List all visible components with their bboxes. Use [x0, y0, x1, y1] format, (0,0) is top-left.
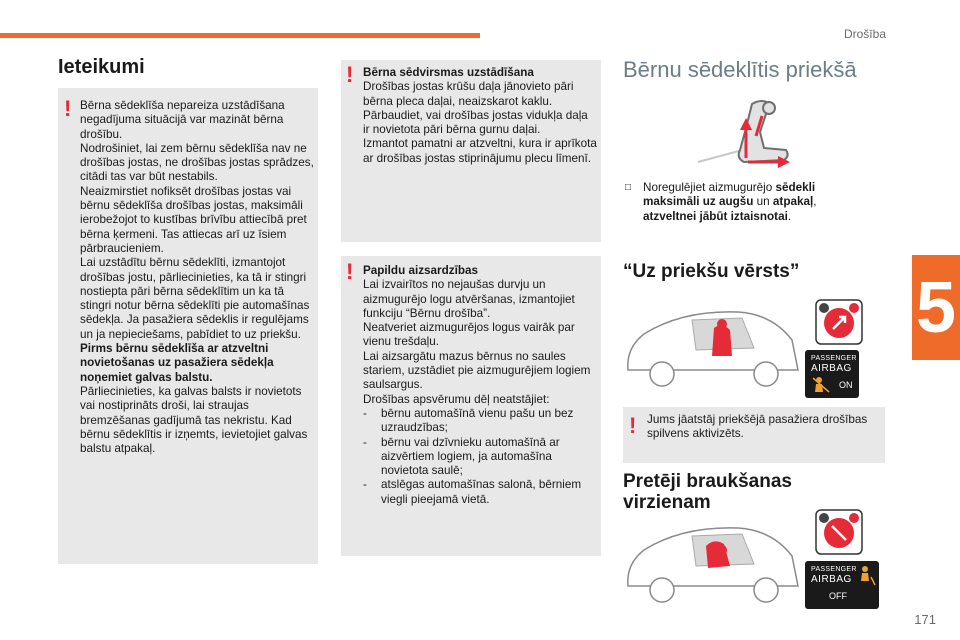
car-forward-illustration	[622, 300, 800, 392]
airbag-label-sticker-icon	[815, 509, 863, 555]
airbag-on-icon	[811, 376, 831, 394]
belt-title: Bērna sēdvirsmas uzstādīšana	[363, 66, 534, 79]
page-number: 171	[914, 612, 936, 627]
belt-body: Drošības jostas krūšu daļa jānovieto pāri bērna pleca daļai, neaizskarot kaklu. Pārbaudiet, vai drošības jostas vidukļa daļa ir novietota pāri bērna gurnu daļai. Izmantot pamatni ar atzveltni, kura ir aprīkota ar drošības jostas stiprinājumu plecu līmenī.	[363, 80, 597, 165]
advice-text	[80, 99, 314, 456]
airbag-off-icon	[857, 565, 877, 587]
advice-para-1: Bērna sēdeklīša nepareiza uzstādīšana negadījuma situācijā var mazināt bērna drošību.	[80, 99, 285, 141]
advice-para-4: Lai uzstādītu bērnu sēdeklīti, izmantojot drošības jostu, pārliecinieties, ka tā ir stingri nostiepta pāri bērna sēdeklītim un ka tā stingri notur bērna sēdeklīti pie automašīnas sēdekļa. Ja pasažiera sēdeklis ir regulējams un ja nepieciešams, pabīdiet to uz priekšu.	[80, 256, 310, 341]
chapter-tab	[912, 255, 960, 360]
warning-icon: !	[629, 413, 637, 438]
warning-icon: !	[346, 62, 354, 87]
list-item: - atslēgas automašīnas salonā, bērniem viegli pieejamā vietā.	[363, 478, 582, 506]
advice-para-2: Nodrošiniet, lai zem bērnu sēdeklīša nav ne drošības jostas, ne drošības jostas sprādzes, citādi tas var būt nestabils.	[80, 141, 314, 184]
airbag-label-sticker-icon	[815, 299, 863, 345]
warning-icon: !	[346, 259, 354, 284]
airbag-state: OFF	[829, 591, 847, 601]
airbag-off-indicator	[805, 561, 879, 609]
forward-title: “Uz priekšu vērsts”	[623, 261, 800, 282]
list-item: - bērnu vai dzīvnieku automašīnā ar aizvērtiem logiem, ja automašīna novietota saulē;	[363, 435, 560, 478]
belt-text	[363, 66, 597, 166]
section-title: Bērnu sēdeklītis priekšā	[623, 57, 857, 82]
car-rearward-illustration	[622, 516, 800, 608]
chapter-number: 5	[915, 267, 957, 348]
airbag-on-indicator	[805, 350, 859, 398]
warning-icon: !	[64, 96, 72, 121]
checkbox-icon: □	[625, 182, 632, 193]
extra-title: Papildu aizsardzības	[363, 264, 478, 277]
headrest-text: Pārliecinieties, ka galvas balsts ir novietots vai nostiprināts droši, lai straujas bremzēšanas gadījumā tas nekristu. Kad bērnu sēdeklītis ir izņemts, ievietojiet galvas balstu atpakaļ.	[80, 384, 308, 456]
seat-adjust-illustration	[690, 96, 802, 176]
instruction-text: Noregulējiet aizmugurējo sēdekli maksimāli uz augšu un atpakaļ, atzveltnei jābūt iztaisnotai.	[643, 181, 817, 223]
seat-instruction	[625, 181, 847, 224]
header-accent-bar	[0, 33, 480, 38]
headrest-title: Pirms bērnu sēdeklīša ar atzveltni novietošanas uz pasažiera sēdekļa noņemiet galvas balstu.	[80, 342, 274, 384]
section-label: Drošība	[843, 27, 886, 41]
airbag-panel-line2: AIRBAG	[811, 363, 852, 374]
extra-text	[363, 264, 597, 507]
airbag-state: ON	[839, 380, 853, 390]
extra-body: Lai izvairītos no nejaušas durvju un aizmugurējo logu atvēršanas, izmantojiet funkciju “Bērnu drošība”. Neatveriet aizmugurējos logus vairāk par vienu trešdaļu. Lai aizsargātu mazus bērnus no saules stariem, uzstādiet pie aizmugurējiem logiem saulsargus. Drošības apsvērumu dēļ neatstājiet:	[363, 278, 591, 406]
airbag-warning-text: Jums jāatstāj priekšējā pasažiera drošības spilvens aktivizēts.	[647, 413, 868, 441]
airbag-panel-line2: AIRBAG	[811, 574, 852, 585]
airbag-panel-line1: PASSENGER	[811, 355, 857, 362]
rearward-title: Pretēji braukšanas virzienam	[623, 471, 792, 513]
page-title: Ieteikumi	[58, 56, 145, 78]
list-item: - bērnu automašīnā vienu pašu un bez uzraudzības;	[363, 406, 574, 435]
airbag-panel-line1: PASSENGER	[811, 566, 857, 573]
advice-para-3: Neaizmirstiet nofiksēt drošības jostas vai bērnu sēdeklīša drošības jostas, maksimāli ierobežojot to kustības brīvību attiecībā pret bērna ķermeni. Tas attiecas arī uz īsiem pārbraucieniem.	[80, 184, 307, 255]
